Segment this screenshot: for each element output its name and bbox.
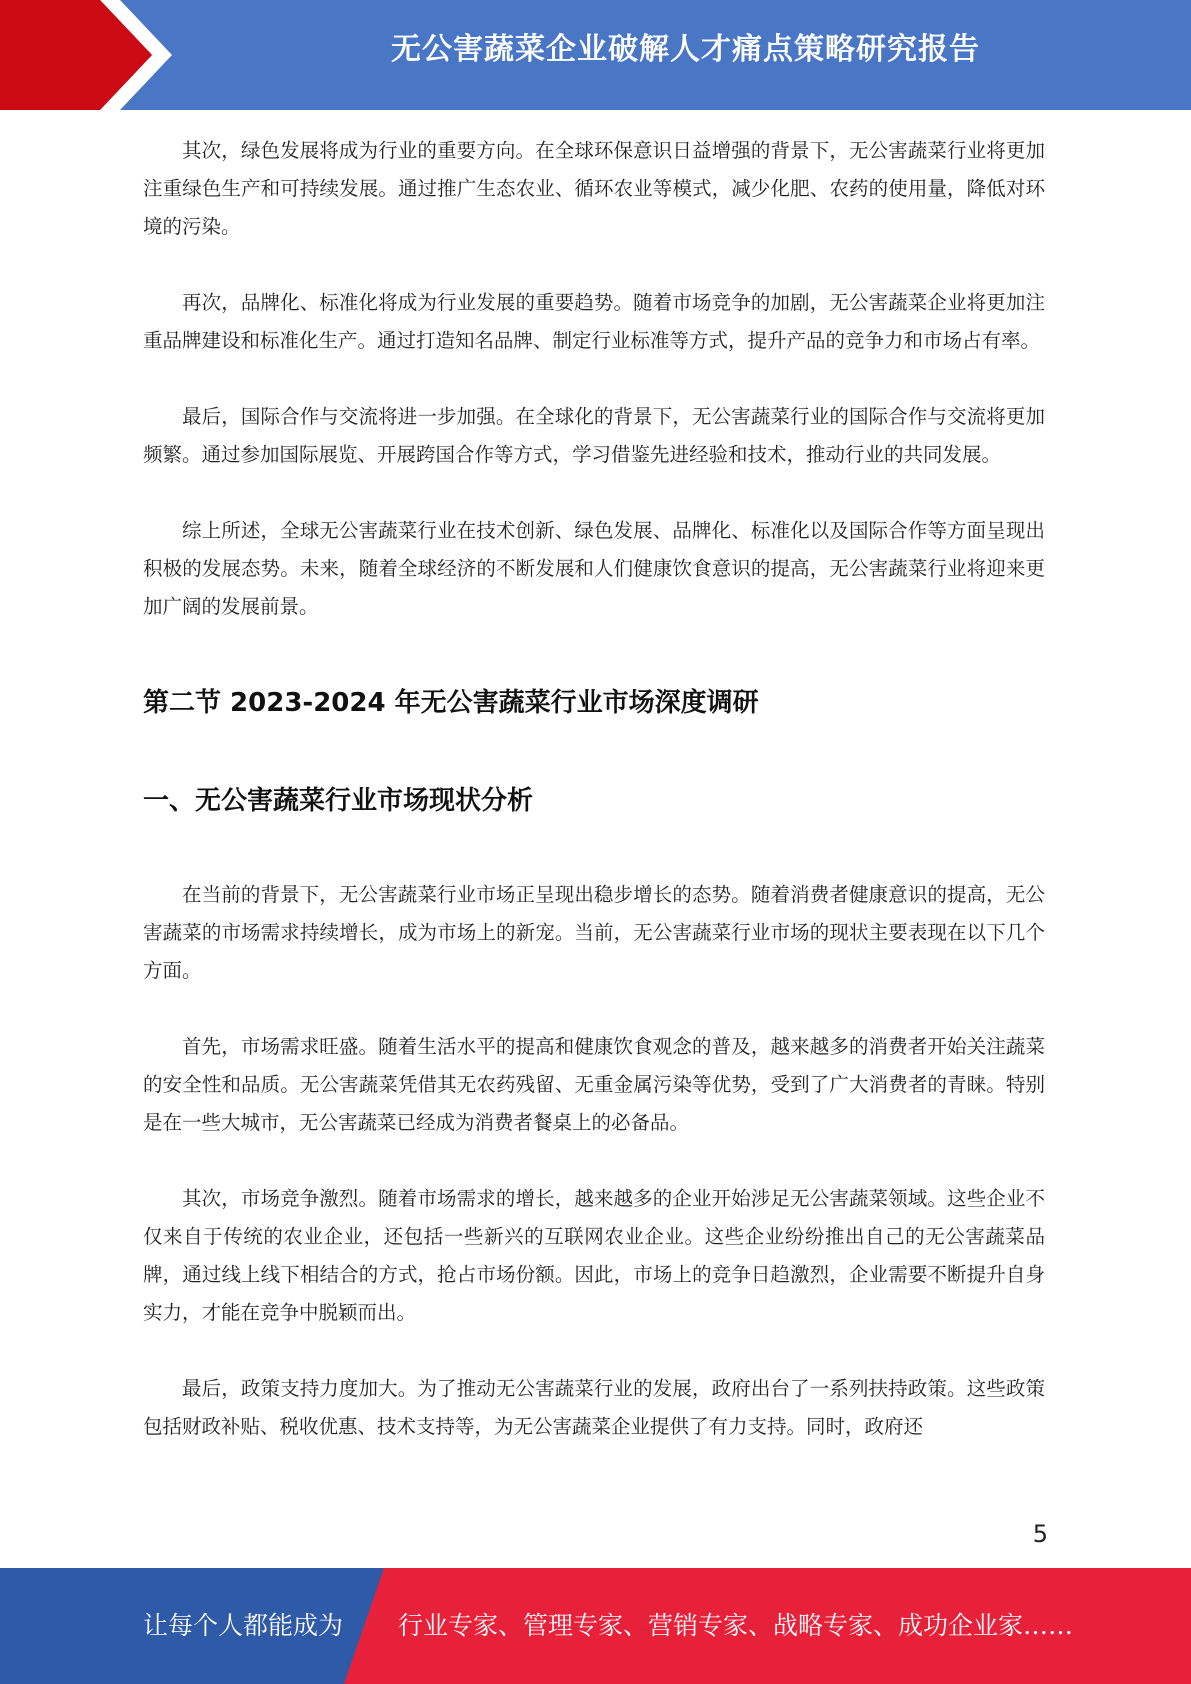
body-paragraph: 其次，市场竞争激烈。随着市场需求的增长，越来越多的企业开始涉足无公害蔬菜领域。这些企业不仅来自于传统的农业企业，还包括一些新兴的互联网农业企业。这些企业纷纷推出自己的无公害蔬菜品牌，通过线上线下相结合的方式，抢占市场份额。因此，市场上的竞争日趋激烈，企业需要不断提升自身实力，才能在竞争中脱颖而出。 [143,1187,1045,1324]
body-paragraph: 在当前的背景下，无公害蔬菜行业市场正呈现出稳步增长的态势。随着消费者健康意识的提高，无公害蔬菜的市场需求持续增长，成为市场上的新宠。当前，无公害蔬菜行业市场的现状主要表现在以下几个方面。 [143,883,1045,982]
body-paragraph: 最后，国际合作与交流将进一步加强。在全球化的背景下，无公害蔬菜行业的国际合作与交流将更加频繁。通过参加国际展览、开展跨国合作等方式，学习借鉴先进经验和技术，推动行业的共同发展。 [143,405,1045,466]
page-header [0,0,1191,110]
footer-slogan-left: 让每个人都能成为 [143,1611,344,1640]
page-number: 5 [1032,1520,1048,1548]
body-paragraph: 综上所述，全球无公害蔬菜行业在技术创新、绿色发展、品牌化、标准化以及国际合作等方面呈现出积极的发展态势。未来，随着全球经济的不断发展和人们健康饮食意识的提高，无公害蔬菜行业将迎来更加广阔的发展前景。 [143,519,1045,618]
body-paragraph: 再次，品牌化、标准化将成为行业发展的重要趋势。随着市场竞争的加剧，无公害蔬菜企业将更加注重品牌建设和标准化生产。通过打造知名品牌、制定行业标准等方式，提升产品的竞争力和市场占有率。 [143,291,1045,352]
body-paragraph: 其次，绿色发展将成为行业的重要方向。在全球环保意识日益增强的背景下，无公害蔬菜行业将更加注重绿色生产和可持续发展。通过推广生态农业、循环农业等模式，减少化肥、农药的使用量，降低对环境的污染。 [143,139,1045,238]
body-paragraph: 首先，市场需求旺盛。随着生活水平的提高和健康饮食观念的普及，越来越多的消费者开始关注蔬菜的安全性和品质。无公害蔬菜凭借其无农药残留、无重金属污染等优势，受到了广大消费者的青睐。特别是在一些大城市，无公害蔬菜已经成为消费者餐桌上的必备品。 [143,1035,1045,1134]
report-title: 无公害蔬菜企业破解人才痛点策略研究报告 [391,32,980,67]
page-body [143,132,1045,1446]
body-paragraph: 最后，政策支持力度加大。为了推动无公害蔬菜行业的发展，政府出台了一系列扶持政策。这些政策包括财政补贴、税收优惠、技术支持等，为无公害蔬菜企业提供了有力支持。同时，政府还 [143,1377,1045,1438]
section-heading: 第二节 2023-2024 年无公害蔬菜行业市场深度调研 [143,688,759,718]
footer-slogan-right: 行业专家、管理专家、营销专家、战略专家、成功企业家…… [398,1611,1074,1640]
page-footer [0,1568,1191,1684]
header-red-arrow-graphic [0,0,220,110]
subsection-heading: 一、无公害蔬菜行业市场现状分析 [143,786,534,816]
